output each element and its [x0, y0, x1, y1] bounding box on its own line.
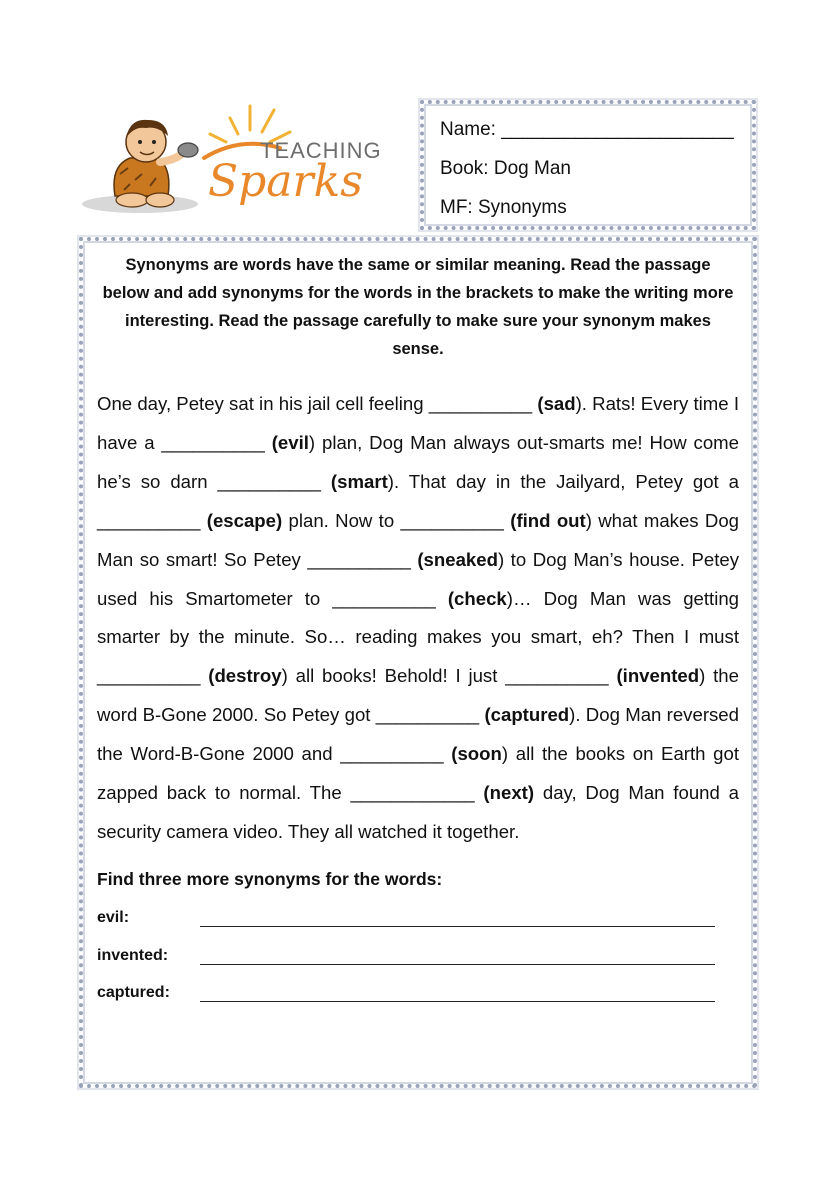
book-label: Book: Dog Man	[440, 158, 571, 179]
brand-bottom-text: Sparks	[208, 156, 363, 207]
synonym-word: captured:	[97, 984, 170, 1001]
synonym-word: evil:	[97, 909, 130, 926]
answer-blank[interactable]: __________	[428, 393, 533, 414]
answer-blank[interactable]: __________	[307, 548, 411, 570]
synonym-answer-line[interactable]	[200, 1001, 715, 1002]
keyword: sad	[543, 393, 576, 414]
passage-text: One day, Petey sat in his jail cell feeling __________ (sad). Rats! Every time I have a __________ (evil) plan, Dog Man always out-smarts me! How come he’s so darn __________ (smart). That day in the Jailyard, Petey got a __________ (escape) plan. Now to __________ (find out) what makes Dog Man so smart! So Petey __________ (sneaked) to Dog Man’s house. Petey used his Smartometer to __________ (check)… Dog Man was getting smarter by the minute. So… reading makes you smart, eh? Then I must __________ (destroy) all books! Behold! I just __________ (invented) the word B-Gone 2000. So Petey got __________ (captured). Dog Man reversed the Word-B-Gone 2000 and __________ (soon) all the books on Earth got zapped back to normal. The ____________ (next) day, Dog Man found a security camera video. They all watched it together.	[97, 393, 740, 842]
keyword: sneaked	[423, 548, 498, 570]
answer-blank[interactable]: __________	[340, 743, 444, 765]
answer-blank[interactable]: __________	[332, 587, 436, 609]
keyword: soon	[457, 743, 502, 765]
name-label: Name:	[440, 119, 496, 140]
name-blank[interactable]: ______________________	[501, 119, 734, 140]
answer-blank[interactable]: ____________	[350, 782, 475, 804]
keyword: evil	[277, 431, 309, 453]
keyword: destroy	[214, 665, 282, 687]
synonym-answer-line[interactable]	[200, 926, 715, 927]
keyword: find out	[516, 509, 586, 531]
focus-label: MF: Synonyms	[440, 197, 567, 218]
answer-blank[interactable]: __________	[375, 704, 480, 726]
keyword: smart	[337, 470, 388, 492]
worksheet-box	[79, 237, 757, 1088]
synonym-answer-line[interactable]	[200, 964, 715, 965]
brand-top-text: TEACHING	[260, 138, 382, 163]
synonym-word: invented:	[97, 947, 169, 964]
answer-blank[interactable]: __________	[161, 431, 265, 453]
instructions-text: Synonyms are words have the same or similar meaning. Read the passage below and add synonyms for the words in the brackets to make the writing more interesting. Read the passage carefully to make sure your synonym makes sense.	[102, 256, 734, 358]
answer-blank[interactable]: __________	[217, 470, 321, 492]
synonym-row-evil	[97, 905, 737, 931]
synonym-row-invented	[97, 943, 737, 969]
keyword: (escape)	[206, 509, 283, 531]
keyword: (next)	[483, 782, 535, 804]
name-line[interactable]	[440, 116, 752, 155]
keyword: captured	[490, 704, 570, 726]
student-info-box	[420, 100, 756, 230]
answer-blank[interactable]: __________	[400, 509, 504, 531]
synonym-row-captured	[97, 980, 737, 1006]
answer-blank[interactable]: __________	[97, 509, 201, 531]
keyword: invented	[622, 665, 700, 687]
teaching-sparks-logo	[80, 96, 400, 226]
keyword: check	[454, 587, 507, 609]
answer-blank[interactable]: __________	[97, 665, 201, 687]
find-synonyms-title: Find three more synonyms for the words:	[97, 869, 443, 889]
answer-blank[interactable]: __________	[505, 665, 609, 687]
caveman-mascot-icon	[80, 96, 400, 226]
